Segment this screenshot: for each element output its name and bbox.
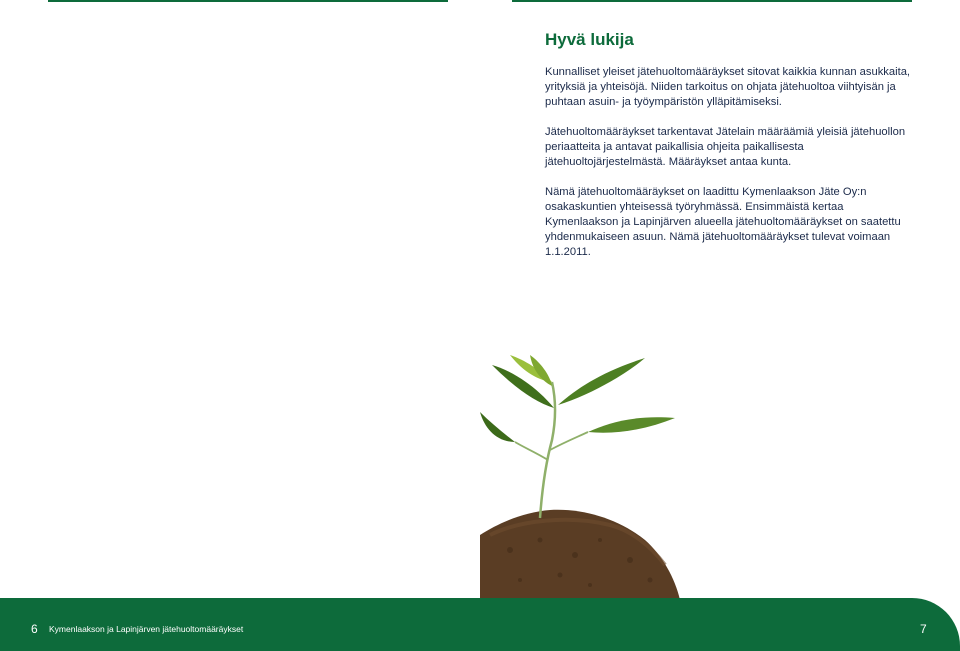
footer-title: Kymenlaakson ja Lapinjärven jätehuoltomääräykset bbox=[49, 624, 244, 634]
page-number-left: 6 bbox=[31, 622, 38, 636]
paragraph-2: Jätehuoltomääräykset tarkentavat Jätelain määräämiä yleisiä jätehuollon periaatteita ja antavat paikallisia ohjeita paikallisesta jätehuoltojärjestelmästä. Määräykset antaa kunta. bbox=[545, 126, 906, 168]
seedling-in-soil-image bbox=[480, 350, 680, 600]
page-footer bbox=[0, 598, 960, 651]
top-rule-right bbox=[512, 0, 912, 2]
article-body bbox=[545, 65, 913, 275]
top-rule-left bbox=[48, 0, 448, 2]
page-number-right: 7 bbox=[920, 622, 927, 636]
paragraph-1: Kunnalliset yleiset jätehuoltomääräykset sitovat kaikkia kunnan asukkaita, yrityksiä ja yhteisöjä. Niiden tarkoitus on ohjata jätehuoltoa viihtyisän ja puhtaan asuin- ja työympäristön ylläpitämiseksi. bbox=[545, 66, 911, 108]
page-heading: Hyvä lukija bbox=[545, 30, 634, 49]
paragraph-3: Nämä jätehuoltomääräykset on laadittu Kymenlaakson Jäte Oy:n osakaskuntien yhteisessä työryhmässä. Ensimmäistä kertaa Kymenlaakson ja Lapinjärven alueella jätehuoltomääräykset on saatettu yhdenmukaiseen asuun. Nämä jätehuoltomääräykset tulevat voimaan 1.1.2011. bbox=[545, 186, 901, 258]
